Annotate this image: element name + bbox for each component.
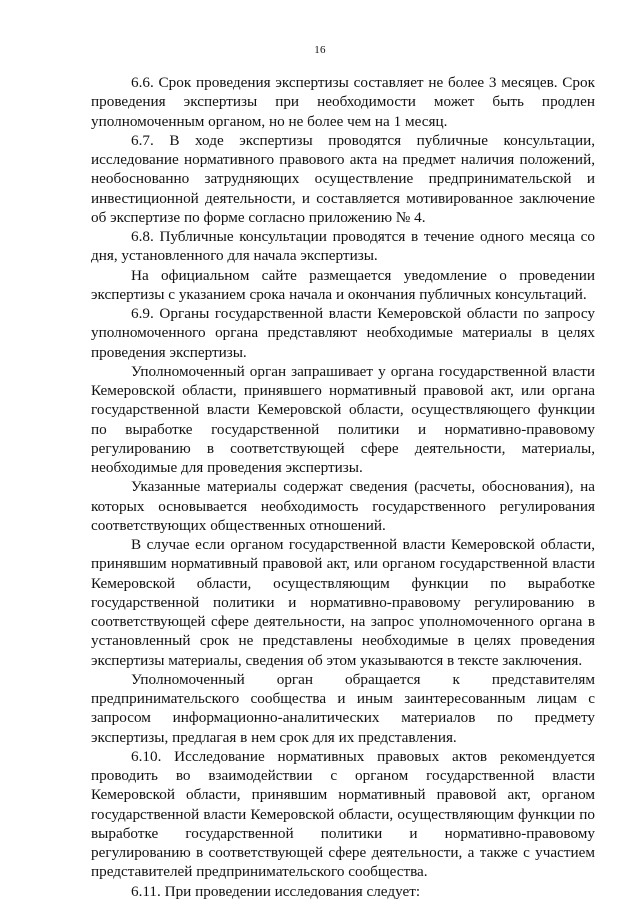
page-number: 16 [314,44,326,56]
paragraph-6-8: 6.8. Публичные консультации проводятся в течение одного месяца со дня, установленного для начала экспертизы. [91,228,595,265]
paragraph-6-11: 6.11. При проведении исследования следует: [131,882,421,900]
paragraph-6-10: 6.10. Исследование нормативных правовых актов рекомендуется проводить во взаимодействии с органом государственной власти Кемеровской области, принявшим нормативный правовой акт, органом государственной власти Кемеровской области, осуществляющим функции по выработке государственной политики и нормативно-правовому регулированию в соответствующей сфере деятельности, а также с участием представителей предпринимательского сообщества. [91,747,595,881]
paragraph-materials-not-provided: В случае если органом государственной власти Кемеровской области, принявшим нормативный правовой акт, или органом государственной власти Кемеровской области, осуществляющим функции по выработке государственной политики и нормативно-правовому регулированию в соответствующей сфере деятельности, на запрос уполномоченного органа в установленный срок не представлены необходимые в целях проведения экспертизы материалы, сведения об этом указываются в тексте заключения. [91,536,595,669]
paragraph-materials-content: Указанные материалы содержат сведения (расчеты, обоснования), на которых основывается необходимость государственного регулирования соответствующих общественных отношений. [91,478,595,534]
paragraph-official-site-notice: На официальном сайте размещается уведомление о проведении экспертизы с указанием срока начала и окончания публичных консультаций. [91,266,595,303]
paragraph-6-9: 6.9. Органы государственной власти Кемеровской области по запросу уполномоченного органа представляют необходимые материалы в целях проведения экспертизы. [91,305,595,361]
paragraph-authority-request: Уполномоченный орган запрашивает у органа государственной власти Кемеровской области, принявшего нормативный правовой акт, или органа государственной власти Кемеровской области, осуществляющего функции по выработке государственной политики и нормативно-правовому регулированию в соответствующей сфере деятельности, материалы, необходимые для проведения экспертизы. [91,362,595,476]
paragraph-6-6: 6.6. Срок проведения экспертизы составляет не более 3 месяцев. Срок проведения экспертизы при необходимости может быть продлен уполномоченным органом, но не более чем на 1 месяц. [91,74,595,130]
document-body [91,73,595,901]
paragraph-6-7: 6.7. В ходе экспертизы проводятся публичные консультации, исследование нормативного правового акта на предмет наличия положений, необоснованно затрудняющих осуществление предпринимательской и инвестиционной деятельности, и составляется мотивированное заключение об экспертизе по форме согласно приложению № 4. [91,131,595,226]
paragraph-business-community-request: Уполномоченный орган обращается к представителям предпринимательского сообщества и иным заинтересованным лицам с запросом информационно-аналитических материалов по предмету экспертизы, предлагая в нем срок для их представления. [91,670,595,746]
